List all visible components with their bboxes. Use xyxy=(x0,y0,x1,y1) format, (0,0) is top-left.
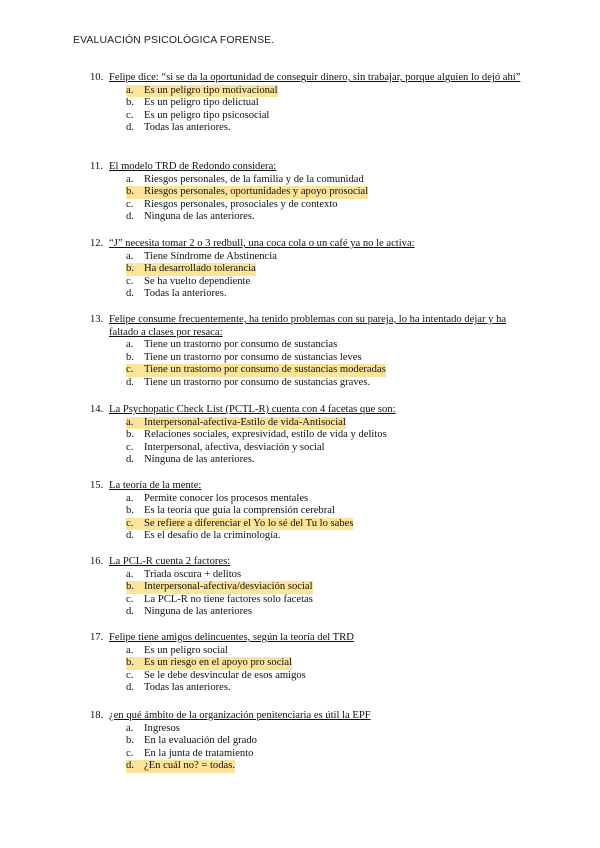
question-item xyxy=(90,556,530,619)
question-prompt xyxy=(90,632,530,645)
question-text: Felipe dice: “si se da la oportunidad de conseguir dinero, sin trabajar, porque alguien lo dejó ahí” xyxy=(109,72,521,83)
option-text: Tiene un trastorno por consumo de sustancias leves xyxy=(144,351,362,363)
question-text: “J” necesita tomar 2 o 3 redbull, una coca cola o un café ya no le activa: xyxy=(109,238,415,249)
option-letter: d. xyxy=(126,760,144,773)
answer-options xyxy=(90,85,530,135)
question-item xyxy=(90,314,530,390)
option-letter: d. xyxy=(126,606,134,618)
question-text: La teoría de la mente: xyxy=(109,480,202,491)
question-number: 13. xyxy=(90,314,104,325)
question-prompt xyxy=(90,72,530,85)
question-text: La Psychopatic Check List (PCTL-R) cuenta con 4 facetas que son: xyxy=(109,404,396,415)
option-letter: d. xyxy=(126,211,134,223)
answer-options xyxy=(90,417,530,467)
highlighted-answer: Tiene un trastorno por consumo de sustancias moderadas xyxy=(144,364,386,376)
question-number: 11. xyxy=(90,161,103,172)
answer-option xyxy=(90,186,530,199)
highlighted-answer: Es un riesgo en el apoyo pro social xyxy=(144,657,292,669)
answer-option xyxy=(90,276,530,289)
option-text: Relaciones sociales, expresividad, estilo de vida y delitos xyxy=(144,429,387,441)
question-prompt xyxy=(90,404,530,417)
option-letter: c. xyxy=(126,669,134,681)
answer-option xyxy=(90,493,530,506)
option-letter: b. xyxy=(126,581,144,594)
answer-option xyxy=(90,748,530,761)
answer-options xyxy=(90,339,530,389)
question-number: 14. xyxy=(90,404,104,415)
question-number: 18. xyxy=(90,710,104,721)
highlighted-answer: Se refiere a diferenciar el Yo lo sé del Tu lo sabes xyxy=(144,517,354,529)
option-text: Se ha vuelto dependiente xyxy=(144,275,251,287)
option-text: Se le debe desvincular de esos amigos xyxy=(144,669,306,681)
answer-option xyxy=(90,682,530,695)
highlighted-answer: Ha desarrollado tolerancia xyxy=(144,263,256,275)
option-text: Es un peligro tipo psicosocial xyxy=(144,109,270,121)
question-prompt xyxy=(90,710,530,723)
option-letter: d. xyxy=(126,288,134,300)
option-text: Permite conocer los procesos mentales xyxy=(144,492,309,504)
question-prompt xyxy=(90,480,530,493)
option-letter: d. xyxy=(126,122,134,134)
highlighted-answer: Interpersonal-afectiva-Estilo de vida-Antisocial xyxy=(144,416,346,428)
answer-option xyxy=(90,85,530,98)
option-text: Es un peligro social xyxy=(144,644,228,656)
option-letter: b. xyxy=(126,429,134,441)
answer-option xyxy=(90,606,530,619)
answer-option xyxy=(90,263,530,276)
question-text: ¿en qué ámbito de la organización penitenciaria es útil la EPF xyxy=(109,710,371,721)
answer-options xyxy=(90,493,530,543)
answer-option xyxy=(90,723,530,736)
option-letter: c. xyxy=(126,109,134,121)
answer-option xyxy=(90,657,530,670)
answer-option xyxy=(90,364,530,377)
option-letter: d. xyxy=(126,376,134,388)
question-prompt xyxy=(90,238,530,251)
question-prompt xyxy=(90,161,530,174)
option-letter: c. xyxy=(126,518,144,531)
question-text: Felipe consume frecuentemente, ha tenido problemas con su pareja, lo ha intentado dejar y ha faltado a clases por resaca: xyxy=(109,314,507,338)
answer-option xyxy=(90,122,530,135)
option-letter: d. xyxy=(126,682,134,694)
option-text: Tiene un trastorno por consumo de sustancias graves. xyxy=(144,376,371,388)
answer-options xyxy=(90,645,530,695)
highlighted-answer: Interpersonal-afectiva/desviación social xyxy=(144,581,313,593)
question-item xyxy=(90,72,530,135)
answer-option xyxy=(90,211,530,224)
option-letter: a. xyxy=(126,85,144,98)
option-letter: b. xyxy=(126,657,144,670)
question-number: 17. xyxy=(90,632,104,643)
answer-option xyxy=(90,454,530,467)
question-item xyxy=(90,238,530,301)
option-letter: c. xyxy=(126,747,134,759)
option-text: Todas la anteriores. xyxy=(144,288,227,300)
question-item xyxy=(90,480,530,543)
question-prompt xyxy=(90,314,530,339)
option-letter: d. xyxy=(126,454,134,466)
option-text: Todas las anteriores. xyxy=(144,682,231,694)
answer-option xyxy=(90,735,530,748)
highlighted-answer: Riesgos personales, oportunidades y apoyo prosocial xyxy=(144,186,369,198)
highlighted-answer: ¿En cuál no? = todas. xyxy=(144,760,235,772)
highlighted-answer: Es un peligro tipo motivacional xyxy=(144,84,278,96)
option-letter: a. xyxy=(126,644,134,656)
answer-option xyxy=(90,174,530,187)
answer-option xyxy=(90,417,530,430)
option-text: Tiene Síndrome de Abstinencia xyxy=(144,250,277,262)
answer-option xyxy=(90,581,530,594)
option-letter: c. xyxy=(126,441,134,453)
option-letter: b. xyxy=(126,735,134,747)
question-number: 16. xyxy=(90,556,104,567)
answer-option xyxy=(90,760,530,773)
option-text: Riesgos personales, prosociales y de contexto xyxy=(144,198,338,210)
option-text: Ingresos xyxy=(144,722,180,734)
option-letter: d. xyxy=(126,530,134,542)
question-number: 10. xyxy=(90,72,104,83)
option-text: Ninguna de las anteriores. xyxy=(144,454,255,466)
option-letter: a. xyxy=(126,173,134,185)
option-letter: a. xyxy=(126,568,134,580)
option-text: Todas las anteriores. xyxy=(144,122,231,134)
option-letter: b. xyxy=(126,505,134,517)
question-item xyxy=(90,161,530,224)
option-letter: c. xyxy=(126,275,134,287)
option-letter: a. xyxy=(126,339,134,351)
answer-options xyxy=(90,723,530,773)
answer-option xyxy=(90,110,530,123)
document-header: EVALUACIÓN PSICOLÓGICA FORENSE. xyxy=(73,34,275,46)
option-letter: a. xyxy=(126,250,134,262)
answer-option xyxy=(90,339,530,352)
question-item xyxy=(90,710,530,773)
answer-option xyxy=(90,97,530,110)
answer-options xyxy=(90,569,530,619)
answer-option xyxy=(90,530,530,543)
option-text: Interpersonal, afectiva, desviación y social xyxy=(144,441,325,453)
answer-option xyxy=(90,442,530,455)
question-prompt xyxy=(90,556,530,569)
question-text: Felipe tiene amigos delincuentes, según la teoría del TRD xyxy=(109,632,354,643)
option-letter: c. xyxy=(126,593,134,605)
answer-option xyxy=(90,645,530,658)
option-letter: a. xyxy=(126,722,134,734)
option-letter: a. xyxy=(126,492,134,504)
answer-option xyxy=(90,594,530,607)
option-letter: b. xyxy=(126,97,134,109)
option-letter: c. xyxy=(126,364,144,377)
answer-option xyxy=(90,199,530,212)
option-text: Ninguna de las anteriores. xyxy=(144,211,255,223)
question-number: 12. xyxy=(90,238,104,249)
option-text: Riesgos personales, de la familia y de la comunidad xyxy=(144,173,364,185)
option-letter: c. xyxy=(126,198,134,210)
answer-option xyxy=(90,288,530,301)
question-item xyxy=(90,404,530,467)
answer-option xyxy=(90,429,530,442)
answer-option xyxy=(90,505,530,518)
option-text: En la evaluación del grado xyxy=(144,735,257,747)
question-text: La PCL-R cuenta 2 factores: xyxy=(109,556,231,567)
answer-options xyxy=(90,251,530,301)
answer-option xyxy=(90,251,530,264)
answer-option xyxy=(90,352,530,365)
option-letter: b. xyxy=(126,186,144,199)
option-text: Es el desafío de la criminología. xyxy=(144,530,281,542)
option-letter: b. xyxy=(126,263,144,276)
answer-option xyxy=(90,518,530,531)
answer-option xyxy=(90,670,530,683)
answer-options xyxy=(90,174,530,224)
option-letter: a. xyxy=(126,417,144,430)
option-text: En la junta de tratamiento xyxy=(144,747,254,759)
option-text: Triada oscura + delitos xyxy=(144,568,242,580)
question-number: 15. xyxy=(90,480,104,491)
option-letter: b. xyxy=(126,351,134,363)
option-text: Es la teoría que guía la comprensión cerebral xyxy=(144,505,335,517)
question-text: El modelo TRD de Redondo considera: xyxy=(109,161,277,172)
option-text: Ninguna de las anteriores xyxy=(144,606,252,618)
answer-option xyxy=(90,377,530,390)
question-item xyxy=(90,632,530,695)
answer-option xyxy=(90,569,530,582)
option-text: La PCL-R no tiene factores solo facetas xyxy=(144,593,313,605)
option-text: Es un peligro tipo delictual xyxy=(144,97,259,109)
option-text: Tiene un trastorno por consumo de sustancias xyxy=(144,339,338,351)
